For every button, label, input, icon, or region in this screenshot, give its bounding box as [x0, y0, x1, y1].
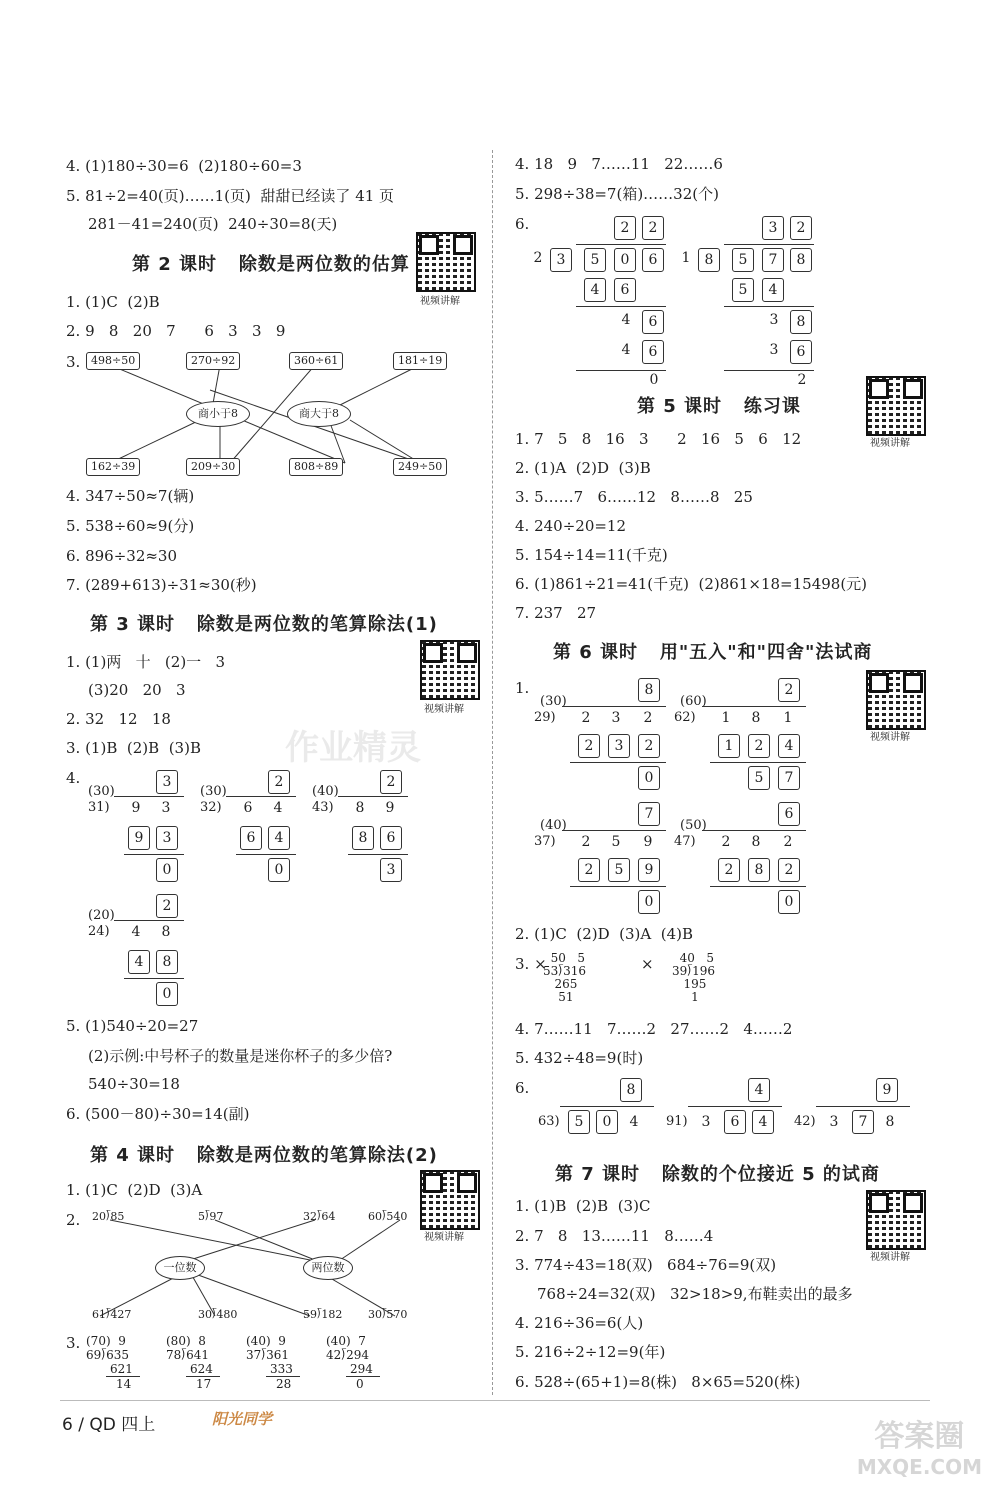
dividend-box: 0 — [596, 1110, 618, 1134]
section-heading: 第 2 课时 除数是两位数的估算 — [132, 254, 410, 275]
dividend-box: 5 — [568, 1110, 590, 1134]
watermark: 作业精灵 — [285, 728, 421, 768]
quotient-box: 2 — [778, 678, 800, 702]
answer-line: 2. (1)A (2)D (3)B — [515, 459, 651, 477]
dividend-box: 4 — [752, 1110, 774, 1134]
product-box: 6 — [642, 310, 664, 334]
product-box: 2 — [578, 734, 600, 758]
remainder-box: 0 — [638, 890, 660, 914]
product: 621 — [110, 1362, 133, 1376]
quotient-box: 2 — [790, 216, 812, 240]
product-box: 6 — [642, 340, 664, 364]
answer-line: × — [641, 955, 654, 973]
answer-line: 540÷30=18 — [88, 1075, 180, 1093]
dividend-digit: 8 — [161, 924, 171, 940]
product-box: 4 — [128, 950, 150, 974]
answer-line: 7. (289+613)÷31≈30(秒) — [66, 576, 257, 594]
dividend-box: 7 — [762, 248, 784, 272]
rule-line — [124, 978, 184, 979]
answer-line: 768÷24=32(双) 32>18>9,布鞋卖出的最多 — [537, 1285, 853, 1303]
remainder-box: 0 — [156, 858, 178, 882]
quotient-box: 2 — [614, 216, 636, 240]
qr-label: 视频讲解 — [424, 704, 464, 715]
remainder-box: 0 — [638, 766, 660, 790]
quotient-box: 9 — [876, 1078, 898, 1102]
answer-line: 6. 896÷32≈30 — [66, 547, 178, 565]
answer-line: (3)20 20 3 — [88, 681, 186, 699]
divisor: 29) — [534, 710, 556, 725]
answer-line: 4. 240÷20=12 — [515, 517, 627, 535]
product-box: 2 — [748, 734, 770, 758]
step-digit: 4 — [621, 312, 631, 328]
product-box: 8 — [748, 858, 770, 882]
division-card: 30⟌570 — [368, 1308, 408, 1321]
quotient-box: 2 — [380, 770, 402, 794]
qr-label: 视频讲解 — [424, 1232, 464, 1243]
dividend-digit: 2 — [581, 834, 591, 850]
rule-line — [226, 796, 296, 797]
divisor: 24) — [88, 924, 110, 939]
remainder-box: 3 — [380, 858, 402, 882]
answer-line: 3. × — [515, 955, 547, 973]
division-work: 69⟌635 — [86, 1348, 130, 1362]
division-card: 5⟌97 — [198, 1210, 224, 1223]
divisor: 32) — [200, 800, 222, 815]
quotient-box: 2 — [642, 216, 664, 240]
rule-line — [702, 830, 806, 831]
estimate-card: 360÷61 — [289, 352, 343, 370]
answer-line: 5. (1)540÷20=27 — [66, 1017, 199, 1035]
site-watermark-url: MXQE.COM — [856, 1455, 982, 1479]
rule-line — [724, 244, 814, 245]
qr-label: 视频讲解 — [870, 438, 910, 449]
remainder-box: 0 — [268, 858, 290, 882]
step-digit: 3 — [769, 312, 779, 328]
rule-line — [710, 886, 806, 887]
divisor-digit: 2 — [533, 250, 543, 266]
estimate-card: 162÷39 — [86, 458, 140, 476]
quotient-box: 2 — [268, 770, 290, 794]
section-heading: 第 6 课时 用"五入"和"四舍"法试商 — [553, 642, 873, 663]
product-box: 4 — [778, 734, 800, 758]
rule-line — [560, 1106, 654, 1107]
trial-quotient: (30) — [88, 784, 115, 799]
answer-line: 1. 7 5 8 16 3 2 16 5 6 12 — [515, 430, 802, 448]
divisor: 42) — [794, 1114, 816, 1129]
dividend-box: 5 — [584, 248, 606, 272]
dividend-digit: 4 — [629, 1114, 639, 1130]
product-box: 9 — [638, 858, 660, 882]
trial-quotient: (40) 7 — [326, 1334, 366, 1348]
trial-quotient: (50) — [680, 818, 707, 833]
divisor: 37) — [534, 834, 556, 849]
trial-quotient: (30) — [540, 694, 567, 709]
product: 294 — [350, 1362, 373, 1376]
answer-line: 6. (500－80)÷30=14(副) — [66, 1105, 250, 1123]
answer-line: 2. — [66, 1211, 81, 1229]
divisor-digit: 1 — [681, 250, 691, 266]
answer-line: 2. 9 8 20 7 6 3 3 9 — [66, 322, 286, 340]
footer-rule — [60, 1400, 930, 1401]
step-digit: 4 — [621, 342, 631, 358]
divisor-box: 8 — [698, 248, 720, 272]
quotient-box: 4 — [748, 1078, 770, 1102]
answer-line: 3. (1)B (2)B (3)B — [66, 739, 201, 757]
product-box: 6 — [240, 826, 262, 850]
product-box: 2 — [778, 858, 800, 882]
division-work: 50 5 53⟌316 265 51 — [543, 951, 587, 1004]
oval-quotient-less-8: 商小于8 — [186, 401, 250, 427]
dividend-digit: 1 — [721, 710, 731, 726]
answer-line: 6. (1)861÷21=41(千克) (2)861×18=15498(元) — [515, 575, 868, 593]
answer-line: 4. (1)180÷30=6 (2)180÷60=3 — [66, 157, 302, 175]
estimate-card: 270÷92 — [186, 352, 240, 370]
estimate-card: 808÷89 — [289, 458, 343, 476]
product-box: 2 — [718, 858, 740, 882]
trial-quotient: (40) 9 — [246, 1334, 286, 1348]
rule-line — [114, 920, 184, 921]
qr-code[interactable] — [416, 232, 476, 292]
division-work: 37⟌361 — [246, 1348, 290, 1362]
answer-line: 4. 7……11 7……2 27……2 4……2 — [515, 1020, 793, 1038]
dividend-box: 7 — [852, 1110, 874, 1134]
dividend-digit: 2 — [643, 710, 653, 726]
rule-line — [124, 854, 184, 855]
division-card: 20⟌85 — [92, 1210, 125, 1223]
quotient-box: 8 — [638, 678, 660, 702]
remainder-digit: 0 — [649, 372, 659, 388]
rule-line — [562, 830, 666, 831]
division-card: 32⟌64 — [303, 1210, 336, 1223]
product-box: 9 — [128, 826, 150, 850]
rule-line — [702, 706, 806, 707]
dividend-digit: 5 — [611, 834, 621, 850]
rule-line — [576, 370, 666, 371]
answer-line: 6. — [515, 215, 530, 233]
oval-two-digit: 两位数 — [303, 1256, 353, 1280]
dividend-digit: 4 — [131, 924, 141, 940]
product: 624 — [190, 1362, 213, 1376]
dividend-digit: 8 — [355, 800, 365, 816]
product-box: 3 — [608, 734, 630, 758]
oval-quotient-greater-8: 商大于8 — [287, 401, 351, 427]
section-heading: 第 5 课时 练习课 — [637, 396, 801, 417]
section-heading: 第 7 课时 除数的个位接近 5 的试商 — [555, 1164, 880, 1185]
dividend-digit: 2 — [721, 834, 731, 850]
dividend-box: 0 — [614, 248, 636, 272]
estimate-card: 498÷50 — [86, 352, 140, 370]
remainder-digit: 2 — [797, 372, 807, 388]
answer-line: 7. 237 27 — [515, 604, 597, 622]
product-box: 4 — [584, 278, 606, 302]
remainder-box: 7 — [778, 766, 800, 790]
divisor: 63) — [538, 1114, 560, 1129]
rule-line — [724, 306, 814, 307]
section-heading: 第 4 课时 除数是两位数的笔算除法(2) — [90, 1145, 438, 1166]
remainder: 14 — [116, 1377, 132, 1391]
answer-line: (2)示例:中号杯子的数量是迷你杯子的多少倍? — [88, 1047, 393, 1065]
remainder: 0 — [356, 1377, 364, 1391]
answer-line: 4. 216÷36=6(人) — [515, 1314, 644, 1332]
divisor: 43) — [312, 800, 334, 815]
quotient-box: 6 — [778, 802, 800, 826]
division-card: 61⟌427 — [92, 1308, 132, 1321]
dividend-digit: 4 — [273, 800, 283, 816]
product-box: 4 — [762, 278, 784, 302]
brand-logo: 阳光同学 — [212, 1410, 273, 1428]
quotient-box: 8 — [620, 1078, 642, 1102]
answer-line: 281－41=240(页) 240÷30=8(天) — [88, 215, 338, 233]
dividend-digit: 9 — [643, 834, 653, 850]
division-work: 40 5 39⟌196 195 1 — [672, 951, 716, 1004]
quotient-box: 3 — [762, 216, 784, 240]
trial-quotient: (40) — [540, 818, 567, 833]
rule-line — [348, 854, 408, 855]
dividend-digit: 8 — [751, 710, 761, 726]
trial-quotient: (60) — [680, 694, 707, 709]
answer-line: 2. (1)C (2)D (3)A (4)B — [515, 925, 694, 943]
product-box: 1 — [718, 734, 740, 758]
estimate-card: 181÷19 — [393, 352, 447, 370]
divisor: 47) — [674, 834, 696, 849]
answer-line: 4. 347÷50≈7(辆) — [66, 487, 195, 505]
rule-line — [724, 370, 814, 371]
column-divider — [492, 150, 493, 1395]
qr-label: 视频讲解 — [870, 732, 910, 743]
dividend-box: 6 — [642, 248, 664, 272]
dividend-digit: 9 — [131, 800, 141, 816]
remainder-box: 0 — [156, 982, 178, 1006]
dividend-digit: 3 — [611, 710, 621, 726]
answer-line: 5. 154÷14=11(千克) — [515, 546, 668, 564]
division-card: 30⟌480 — [198, 1308, 238, 1321]
trial-quotient: (20) — [88, 908, 115, 923]
qr-code[interactable] — [420, 640, 480, 700]
answer-line: 3. — [66, 353, 81, 371]
trial-quotient: (30) — [200, 784, 227, 799]
divisor: 91) — [666, 1114, 688, 1129]
answer-line: 5. 81÷2=40(页)……1(页) 甜甜已经读了 41 页 — [66, 187, 395, 205]
divisor-box: 3 — [550, 248, 572, 272]
product-box: 5 — [732, 278, 754, 302]
product-box: 2 — [638, 734, 660, 758]
trial-quotient: (40) — [312, 784, 339, 799]
answer-line: 6. 528÷(65+1)=8(株) 8×65=520(株) — [515, 1373, 801, 1391]
dividend-box: 8 — [790, 248, 812, 272]
dividend-digit: 2 — [783, 834, 793, 850]
product-box: 3 — [156, 826, 178, 850]
product-box: 2 — [578, 858, 600, 882]
product-box: 8 — [790, 310, 812, 334]
qr-code[interactable] — [866, 376, 926, 436]
product-box: 8 — [352, 826, 374, 850]
dividend-digit: 6 — [243, 800, 253, 816]
division-card: 59⟌182 — [303, 1308, 343, 1321]
quotient-box: 7 — [638, 802, 660, 826]
dividend-digit: 9 — [385, 800, 395, 816]
site-watermark — [857, 1411, 982, 1479]
dividend-digit: 2 — [581, 710, 591, 726]
answer-line: 1. (1)B (2)B (3)C — [515, 1197, 651, 1215]
dividend-digit: 8 — [885, 1114, 895, 1130]
page-footer: 6 / QD 四上 — [62, 1415, 156, 1435]
answer-line: 1. (1)两 十 (2)一 3 — [66, 653, 226, 671]
oval-one-digit: 一位数 — [155, 1256, 205, 1280]
answer-line: 4. 18 9 7……11 22……6 — [515, 155, 723, 173]
qr-code[interactable] — [866, 670, 926, 730]
product-box: 5 — [608, 858, 630, 882]
trial-quotient: (80) 8 — [166, 1334, 206, 1348]
site-watermark-cn: 答案圈 — [874, 1419, 965, 1454]
answer-line: 3. 774÷43=18(双) 684÷76=9(双) — [515, 1256, 777, 1274]
dividend-digit: 3 — [701, 1114, 711, 1130]
division-work: 42⟌294 — [326, 1348, 370, 1362]
rule-line — [570, 762, 666, 763]
rule-line — [570, 886, 666, 887]
answer-line: 6. — [515, 1079, 530, 1097]
rule-line — [338, 796, 408, 797]
answer-line: 2. 32 12 18 — [66, 710, 171, 728]
dividend-digit: 3 — [161, 800, 171, 816]
division-work: 78⟌641 — [166, 1348, 210, 1362]
rule-line — [236, 854, 296, 855]
section-heading: 第 3 课时 除数是两位数的笔算除法(1) — [90, 614, 438, 635]
quotient-box: 2 — [156, 894, 178, 918]
answer-line: 3. 5……7 6……12 8……8 25 — [515, 488, 753, 506]
rule-line — [688, 1106, 782, 1107]
rule-line — [710, 762, 806, 763]
rule-line — [576, 244, 666, 245]
rule-line — [562, 706, 666, 707]
product: 333 — [270, 1362, 293, 1376]
remainder-box: 5 — [748, 766, 770, 790]
product-box: 8 — [156, 950, 178, 974]
answer-line: 1. (1)C (2)B — [66, 293, 160, 311]
answer-line: 1. — [515, 679, 530, 697]
answer-line: 4. — [66, 769, 81, 787]
dividend-digit: 8 — [751, 834, 761, 850]
qr-code[interactable] — [420, 1170, 480, 1230]
product-box: 6 — [380, 826, 402, 850]
remainder: 17 — [196, 1377, 212, 1391]
answer-line: 5. 298÷38=7(箱)……32(个) — [515, 185, 719, 203]
remainder: 28 — [276, 1377, 292, 1391]
answer-line: 2. 7 8 13……11 8……4 — [515, 1227, 714, 1245]
dividend-digit: 1 — [783, 710, 793, 726]
answer-line: 5. 432÷48=9(时) — [515, 1049, 644, 1067]
trial-quotient: (70) 9 — [86, 1334, 126, 1348]
answer-line: 1. (1)C (2)D (3)A — [66, 1181, 203, 1199]
product-box: 6 — [790, 340, 812, 364]
product-box: 6 — [614, 278, 636, 302]
rule-line — [576, 306, 666, 307]
qr-code[interactable] — [866, 1190, 926, 1250]
rule-line — [114, 796, 184, 797]
dividend-digit: 3 — [829, 1114, 839, 1130]
step-digit: 3 — [769, 342, 779, 358]
quotient-box: 3 — [156, 770, 178, 794]
dividend-box: 5 — [732, 248, 754, 272]
answer-line: 5. 216÷2÷12=9(年) — [515, 1343, 666, 1361]
dividend-box: 6 — [724, 1110, 746, 1134]
rule-line — [816, 1106, 910, 1107]
estimate-card: 209÷30 — [186, 458, 240, 476]
divisor: 62) — [674, 710, 696, 725]
divisor: 31) — [88, 800, 110, 815]
remainder-box: 0 — [778, 890, 800, 914]
answer-line: 3. — [66, 1334, 81, 1352]
product-box: 4 — [268, 826, 290, 850]
answer-line: 5. 538÷60≈9(分) — [66, 517, 195, 535]
division-card: 60⟌540 — [368, 1210, 408, 1223]
estimate-card: 249÷50 — [393, 458, 447, 476]
qr-label: 视频讲解 — [870, 1252, 910, 1263]
qr-label: 视频讲解 — [420, 296, 460, 307]
